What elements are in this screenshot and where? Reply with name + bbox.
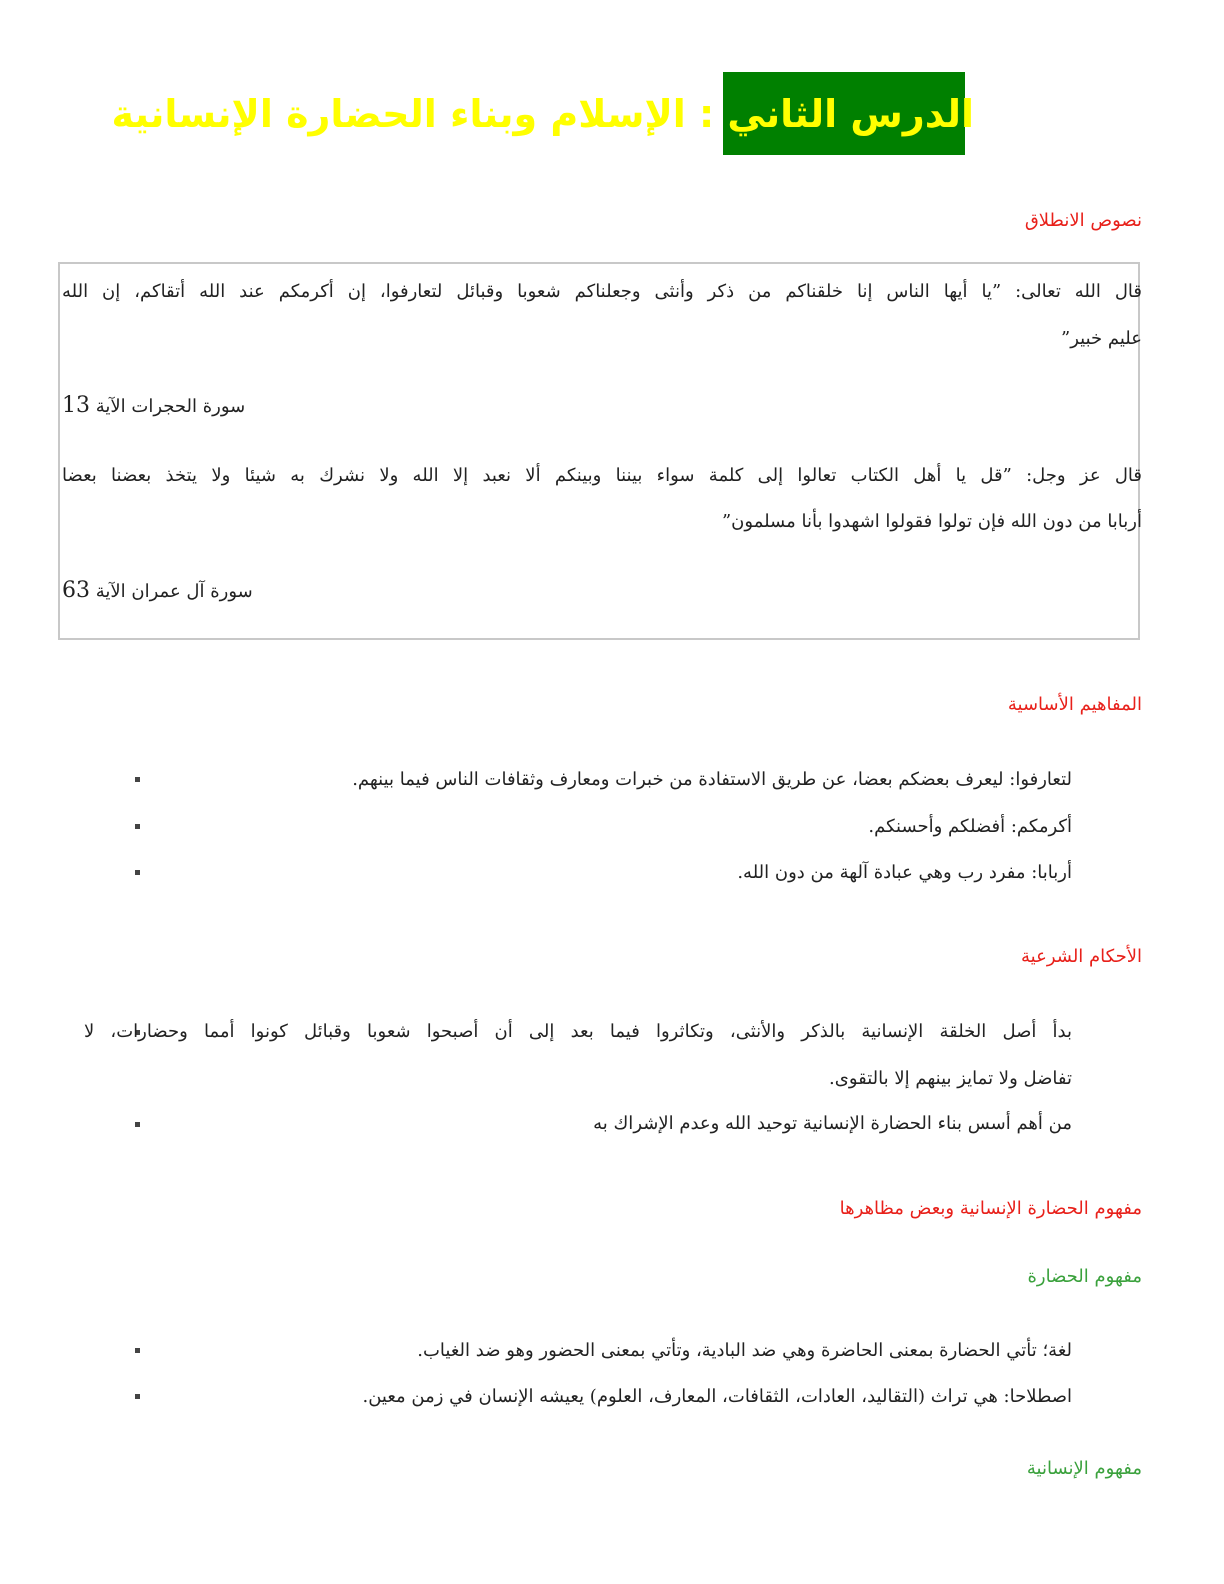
section-heading-civilization: مفهوم الحضارة الإنسانية وبعض مظاهرها [839, 1198, 1142, 1219]
bullet-icon [135, 777, 140, 782]
bullet-icon [135, 1348, 140, 1353]
bullet-icon [135, 824, 140, 829]
quote1-reference-number: 13 [62, 393, 90, 418]
section-heading-legal-rulings: الأحكام الشرعية [1021, 946, 1142, 967]
quote2-reference-number: 63 [62, 578, 90, 603]
quote1-line2: عليم خبير” [1061, 328, 1142, 349]
section-heading-basic-concepts: المفاهيم الأساسية [1007, 694, 1142, 715]
quote2-reference-text: سورة آل عمران الآية [95, 581, 253, 602]
bullet-icon [135, 870, 140, 875]
subsection-heading-civilization: مفهوم الحضارة [1027, 1266, 1142, 1287]
bullet-icon [135, 1122, 140, 1127]
document-page: الدرس الثاني : الإسلام وبناء الحضارة الإنسانية نصوص الانطلاق قال الله تعالى: ”يا أيها الناس إنا خلقناكم من ذكر وأنثى وجعلناكم شعوبا وقبائل لتعارفوا، إن أكرمكم عند الله أتقاكم، إن الله عليم خبير” سورة الحجرات الآية 13 قال عز وجل: ”قل يا أهل الكتاب تعالوا إلى كلمة سواء بيننا وبينكم ألا نعبد إلا الله ولا نشرك به شيئا ولا يتخذ بعضنا بعضا أربابا من دون الله فإن تولوا فقولوا اشهدوا بأنا مسلمون” سورة آل عمران الآية 63 المفاهيم الأساسية لتعارفوا: ليعرف بعضكم بعضا، عن طريق الاستفادة من خبرات ومعارف وثقافات الناس فيما بينهم. أكرمكم: أفضلكم وأحسنكم. أربابا: مفرد رب وهي عبادة آلهة من دون الله. الأحكام الشرعية بدأ أصل الخلقة الإنسانية بالذكر والأنثى، وتكاثروا فيما بعد إلى أن أصبحوا شعوبا وقبائل كونوا أمما وحضارات، لا تفاضل ولا تمايز بينهم إلا بالتقوى. من أهم أسس بناء الحضارة الإنسانية توحيد الله وعدم الإشراك به مفهوم الحضارة الإنسانية وبعض مظاهرها مفهوم الحضارة لغة؛ تأتي الحضارة بمعنى الحاضرة وهي ضد البادية، وتأتي بمعنى الحضور وهو ضد الغياب. اصطلاحا: هي تراث (التقاليد، العادات، الثقافات، المعارف، العلوم) يعيشه الإنسان في زمن معين. مفهوم الإنسانية [0, 0, 1224, 1584]
quote1-reference-text: سورة الحجرات الآية [95, 396, 246, 417]
section-heading-starting-texts: نصوص الانطلاق [1024, 210, 1142, 231]
lesson-title: الدرس الثاني : الإسلام وبناء الحضارة الإنسانية [111, 92, 974, 136]
quote2-line2: أربابا من دون الله فإن تولوا فقولوا اشهدوا بأنا مسلمون” [721, 511, 1142, 532]
quote1-reference [62, 393, 245, 420]
quote1-line1: قال الله تعالى: ”يا أيها الناس إنا خلقناكم من ذكر وأنثى وجعلناكم شعوبا وقبائل لتعارفوا، إن أكرمكم عند الله أتقاكم، إن الله [62, 281, 1142, 302]
quote2-reference [62, 578, 253, 605]
bullet-icon [135, 1394, 140, 1399]
quote2-line1: قال عز وجل: ”قل يا أهل الكتاب تعالوا إلى كلمة سواء بيننا وبينكم ألا نعبد إلا الله ولا نشرك به شيئا ولا يتخذ بعضنا بعضا [62, 465, 1142, 486]
subsection-heading-humanity: مفهوم الإنسانية [1026, 1458, 1142, 1479]
